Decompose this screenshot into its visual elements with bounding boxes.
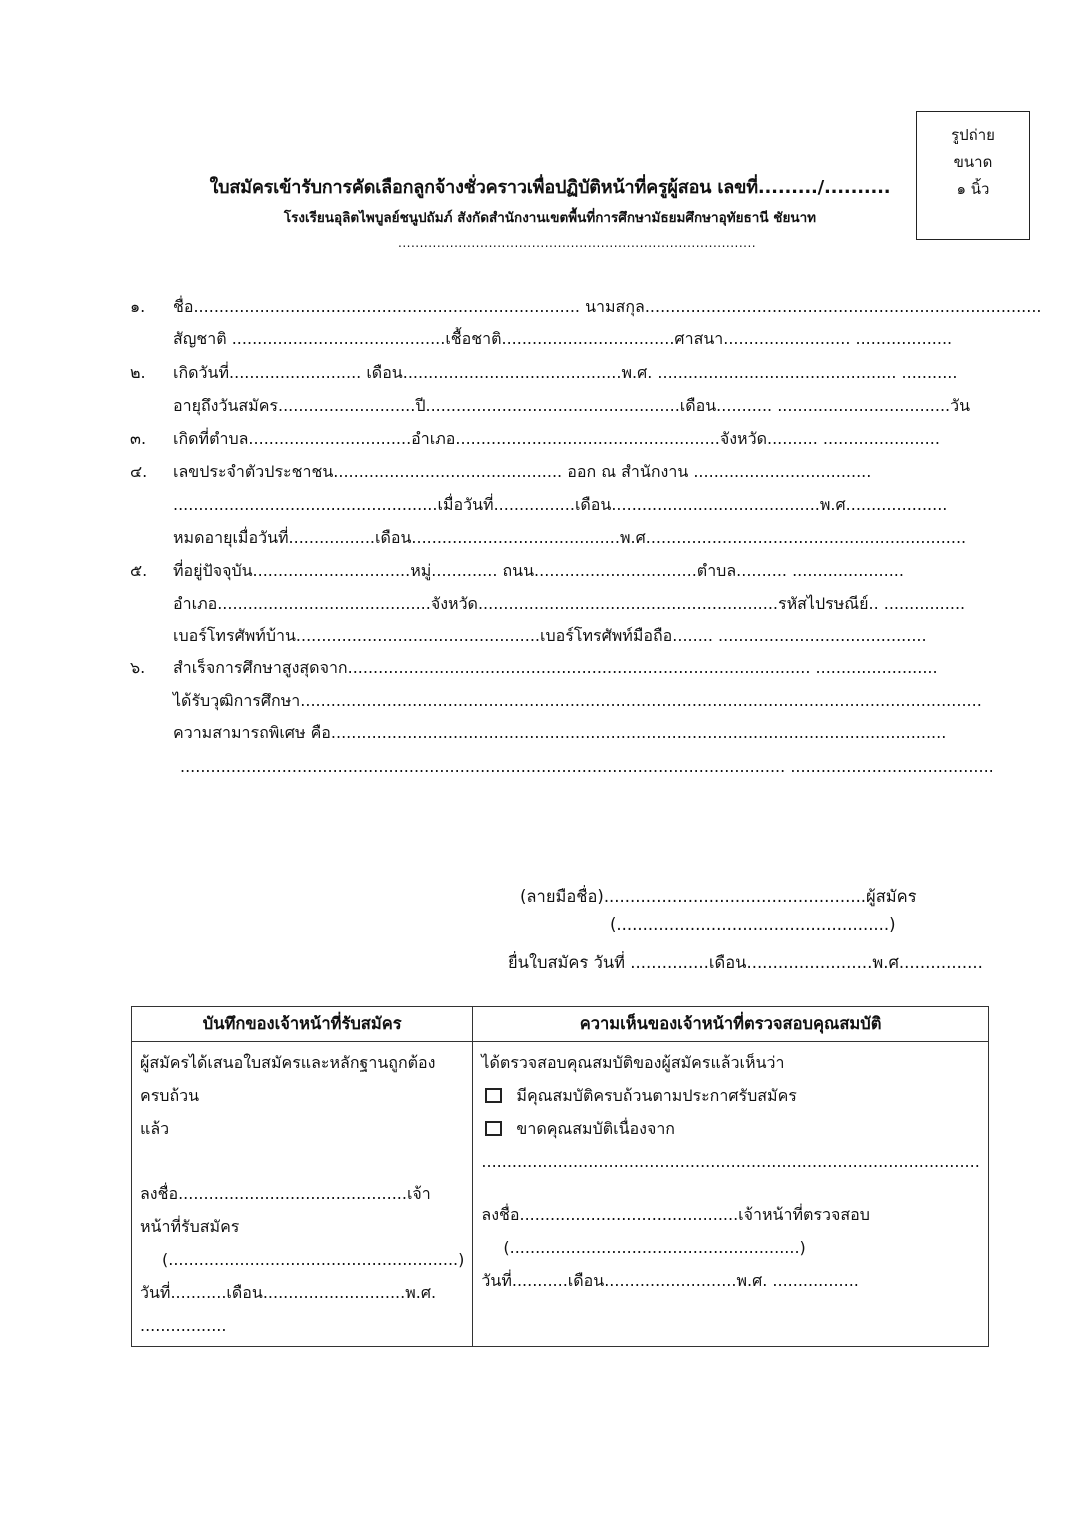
item-number: ๖.	[130, 658, 146, 677]
form-field-text: ชื่อ............................................................................ นามสกุล..............................................................................	[173, 297, 1042, 316]
photo-size-value: ๑ นิ้ว	[956, 180, 990, 198]
reception-officer-name[interactable]: (.........................................................)	[162, 1250, 465, 1269]
form-field-text: สำเร็จการศึกษาสูงสุดจาก........................................................................................... ........................	[173, 658, 938, 677]
reason-line[interactable]: ..................................................................................................	[481, 1152, 980, 1171]
item-number: ๔.	[130, 462, 148, 481]
form-field-text: เลขประจำตัวประชาชน............................................. ออก ณ สำนักงาน ...................................	[173, 462, 872, 481]
photo-size-label: ขนาด	[953, 153, 993, 171]
reception-statement-cont: แล้ว	[140, 1119, 170, 1138]
application-date-line[interactable]: ยื่นใบสมัคร วันที่ ...............เดือน........................พ.ศ................	[508, 953, 983, 972]
option-unqualified-label: ขาดคุณสมบัติเนื่องจาก	[516, 1119, 675, 1138]
reception-officer-header: บันทึกของเจ้าหน้าที่รับสมัคร	[132, 1007, 473, 1042]
item-number: ๒.	[130, 363, 146, 382]
item-number: ๕.	[130, 561, 148, 580]
title-dotted-line: ...................................................................................	[398, 236, 757, 250]
verification-statement: ได้ตรวจสอบคุณสมบัติของผู้สมัครแล้วเห็นว่า	[481, 1053, 785, 1072]
verification-officer-signature[interactable]: ลงชื่อ...........................................เจ้าหน้าที่ตรวจสอบ	[481, 1205, 870, 1224]
checkbox-unqualified[interactable]	[485, 1121, 502, 1136]
form-field-text: เบอร์โทรศัพท์บ้าน................................................เบอร์โทรศัพท์มือถือ........ .........................................	[173, 626, 927, 645]
applicant-signature-line[interactable]: (ลายมือชื่อ)..................................................ผู้สมัคร	[520, 887, 917, 906]
verification-date[interactable]: วันที่...........เดือน..........................พ.ศ. .................	[481, 1271, 859, 1290]
reception-statement: ผู้สมัครได้เสนอใบสมัครและหลักฐานถูกต้องครบถ้วน	[140, 1053, 436, 1105]
option-qualified[interactable]	[481, 1079, 979, 1112]
item-number: ๑.	[130, 297, 146, 316]
reception-date[interactable]: วันที่...........เดือน............................พ.ศ. .................	[140, 1283, 437, 1335]
verification-officer-cell	[473, 1042, 988, 1347]
form-field-text: อายุถึงวันสมัคร...........................ปี..................................................เดือน........... ..................................วัน	[173, 396, 971, 415]
document-subtitle: โรงเรียนอุลิตไพบูลย์ชนูปถัมภ์ สังกัดสำนักงานเขตพื้นที่การศึกษามัธยมศึกษาอุทัยธานี ชัยนาท	[283, 210, 817, 226]
form-field-text: ที่อยู่ปัจจุบัน...............................หมู่............. ถนน................................ตำบล.......... ......................	[173, 561, 904, 580]
verification-officer-header: ความเห็นของเจ้าหน้าที่ตรวจสอบคุณสมบัติ	[473, 1007, 988, 1042]
form-field-text: ....................................................................................................................... ........................................	[180, 757, 994, 776]
checkbox-qualified[interactable]	[485, 1088, 502, 1103]
form-field-text: อำเภอ..........................................จังหวัด...........................................................รหัสไปรษณีย์.. ................	[173, 594, 966, 613]
item-number: ๓.	[130, 429, 147, 448]
option-unqualified[interactable]	[481, 1112, 979, 1145]
option-qualified-label: มีคุณสมบัติครบถ้วนตามประกาศรับสมัคร	[516, 1086, 797, 1105]
official-use-table	[131, 1006, 989, 1347]
applicant-name-line[interactable]: (....................................................)	[610, 915, 896, 934]
form-row-extra-line[interactable]	[180, 757, 1000, 777]
reception-officer-cell	[132, 1042, 473, 1347]
verification-officer-name[interactable]: (.........................................................)	[503, 1238, 806, 1257]
form-field-text: ความสามารถพิเศษ คือ.........................................................................................................................	[173, 723, 947, 742]
form-field-text: ....................................................เมื่อวันที่................เดือน.........................................พ.ศ....................	[173, 495, 948, 514]
form-field-text: สัญชาติ ..........................................เชื้อชาติ..................................ศาสนา......................... ...................	[173, 329, 953, 348]
form-field-text: เกิดวันที่.......................... เดือน...........................................พ.ศ. ............................................... ...........	[173, 363, 958, 382]
form-field-text: ได้รับวุฒิการศึกษา......................................................................................................................................	[173, 691, 982, 710]
form-field-text: เกิดที่ตำบล................................อำเภอ....................................................จังหวัด.......... .......................	[173, 429, 940, 448]
form-field-text: หมดอายุเมื่อวันที่.................เดือน.........................................พ.ศ...............................................................	[173, 528, 967, 547]
reception-officer-signature[interactable]: ลงชื่อ.............................................เจ้าหน้าที่รับสมัคร	[140, 1184, 431, 1236]
document-title: ใบสมัครเข้ารับการคัดเลือกลูกจ้างชั่วคราวเพื่อปฏิบัติหน้าที่ครูผู้สอน เลขที่........./..........	[209, 177, 891, 198]
photo-label: รูปถ่าย	[951, 126, 995, 144]
